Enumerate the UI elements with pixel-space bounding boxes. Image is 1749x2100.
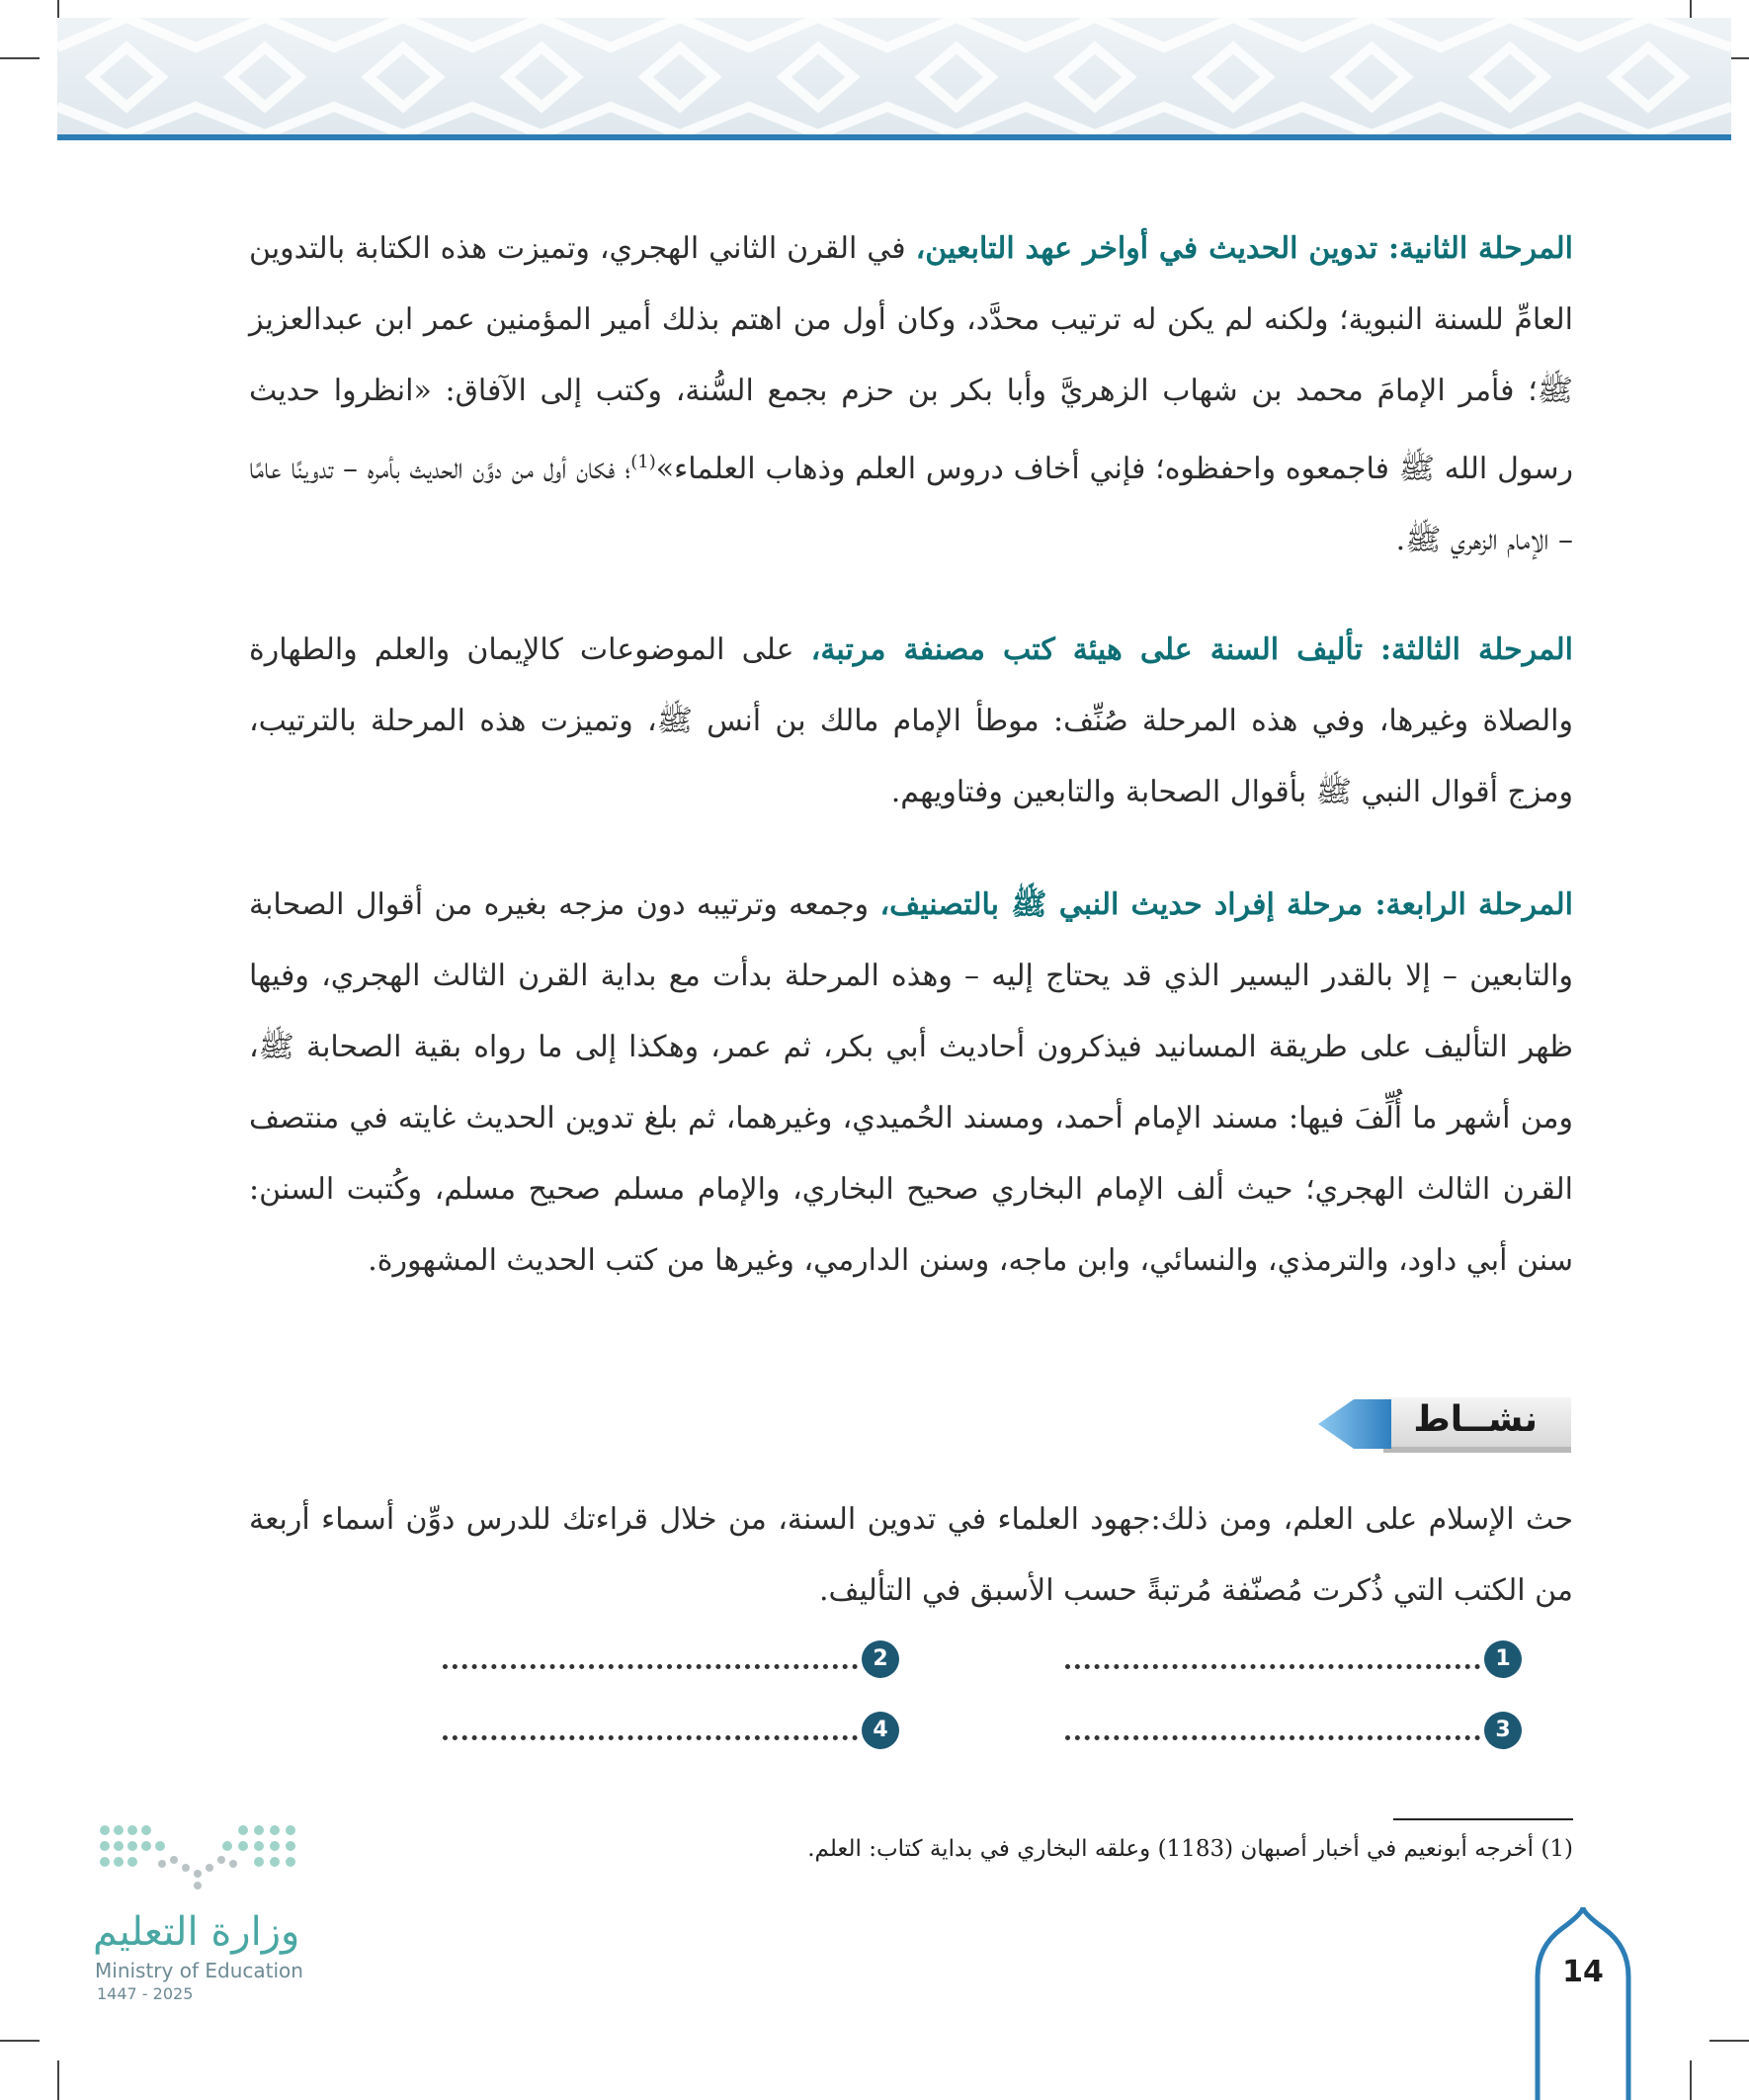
number-badge: 3 [1484,1712,1522,1749]
edition-year: 2025 - 1447 [97,1984,194,2003]
activity-tab [1314,1393,1573,1455]
answer-blank-1[interactable] [1065,1664,1480,1669]
page-number: 14 [1562,1955,1604,1989]
activity-label: نشــاط [1413,1399,1538,1440]
crop-mark [0,2040,40,2042]
crop-mark [1690,2060,1692,2100]
stage-four-body: وجمعه وترتيبه دون مزجه بغيره من أقوال الصحابة والتابعين – إلا بالقدر اليسير الذي قد يحتاج إليه – وهذه المرحلة بدأت مع بداية القرن الثالث الهجري، وفيها ظهر التأليف على طريقة المسانيد فيذكرون أحاديث أبي بكر، ثم عمر، وهكذا إلى ما رواه بقية الصحابة ﷺ، ومن أشهر ما أُلِّفَ فيها: مسند الإمام أحمد، ومسند الحُميدي، وغيرهما، ثم بلغ تدوين الحديث غايته في منتصف القرن الثالث الهجري؛ حيث ألف الإمام البخاري صحيح البخاري، والإمام مسلم صحيح مسلم، وكُتبت السنن: سنن أبي داود، والترمذي، والنسائي، وابن ماجه، وسنن الدارمي، وغيرها من كتب الحديث المشهورة. [249,887,1573,1278]
stage-two-body-end: ؛ فكان أول من دوَّن الحديث بأمره – تدوينًا عامًا – الإمام الزهري ﷺ. [249,452,1573,557]
stage-four-title: المرحلة الرابعة: مرحلة إفراد حديث النبي ﷺ بالتصنيف، [879,887,1573,922]
header-divider [57,134,1731,140]
activity-prompt: حث الإسلام على العلم، ومن ذلك:جهود العلماء في تدوين السنة، من خلال قراءتك للدرس دوِّن أسماء أربعة من الكتب التي ذُكرت مُصنّفة مُرتبةً حسب الأسبق في التأليف. [249,1502,1573,1608]
stage-three-body: على الموضوعات كالإيمان والعلم والطهارة والصلاة وغيرها، وفي هذه المرحلة صُنِّف: موطأ الإمام مالك بن أنس ﷺ، وتميزت هذه المرحلة بالترتيب، ومزج أقوال النبي ﷺ بأقوال الصحابة والتابعين وفتاويهم. [249,632,1573,809]
crop-mark [1709,2040,1749,2042]
footnote-text: (1) أخرجه أبونعيم في أخبار أصبهان (1183) وعلقه البخاري في بداية كتاب: العلم. [807,1836,1573,1862]
crop-mark [0,57,40,59]
answer-blank-4[interactable] [443,1735,858,1740]
stage-two-title: المرحلة الثانية: تدوين الحديث في أواخر عهد التابعين، [915,231,1573,266]
answer-item-4[interactable] [435,1712,949,1755]
answer-item-1[interactable] [1057,1640,1571,1684]
answer-blank-3[interactable] [1065,1735,1480,1740]
footnote-divider [1393,1818,1573,1820]
stage-three-title: المرحلة الثالثة: تأليف السنة على هيئة كتب مصنفة مرتبة، [810,632,1573,667]
stage-two-body: في القرن الثاني الهجري، وتميزت هذه الكتابة بالتدوين العامِّ للسنة النبوية؛ ولكنه لم يكن له ترتيب محدَّد، وكان أول من اهتم بذلك أمير المؤمنين عمر ابن عبدالعزيز ﷺ؛ فأمر الإمامَ محمد بن شهاب الزهريَّ وأبا بكر بن حزم بجمع السُّنة، وكتب إلى الآفاق: «انظروا حديث رسول الله ﷺ فاجمعوه واحفظوه؛ فإني أخاف دروس العلم وذهاب العلماء» [249,231,1573,486]
geometric-pattern-icon [57,18,1731,134]
header-pattern [57,18,1731,134]
answer-item-3[interactable] [1057,1712,1571,1755]
page-number-arch-icon [1532,1907,1634,2100]
stage-two-paragraph [249,213,1573,576]
crop-mark [57,2060,59,2100]
number-badge: 4 [862,1712,899,1749]
footnote-reference: (1) [630,452,656,472]
stage-three-paragraph [249,615,1573,828]
number-badge: 2 [862,1640,899,1678]
ministry-name-english: Ministry of Education [95,1959,303,1982]
answer-blank-2[interactable] [443,1664,858,1669]
ministry-name-arabic: وزارة التعليم [93,1909,300,1955]
ministry-logo-icon [95,1820,312,1899]
answer-item-2[interactable] [435,1640,949,1684]
number-badge: 1 [1484,1640,1522,1678]
stage-four-paragraph [249,870,1573,1297]
